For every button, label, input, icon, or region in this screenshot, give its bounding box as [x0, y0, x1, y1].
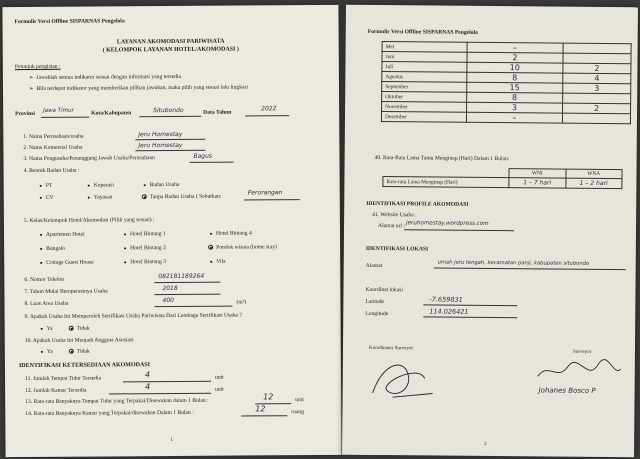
regency-value[interactable]: Situbondo — [153, 106, 184, 115]
profile-title: IDENTIFIKASI PROFILE AKOMODASI — [366, 200, 469, 208]
month-value-2[interactable] — [563, 113, 631, 124]
surveyor-signature — [533, 356, 623, 387]
q41-label: 41. Website Usaha : — [372, 211, 417, 219]
option-hotel-bintang-1[interactable]: Hotel Bintang 1 — [124, 231, 166, 238]
instructions-title: Petunjuk pengisian : — [14, 63, 61, 71]
month-value-2[interactable]: 2 — [563, 103, 631, 114]
month-name: Mei — [382, 42, 467, 53]
section-title: IDENTIFIKASI KETERSEDIAAN AKOMODASI — [18, 362, 150, 370]
option-vila[interactable]: Vila — [210, 259, 225, 266]
q7-label: 7. Tahun Mulai Beroperasinya Usaha — [24, 288, 108, 296]
month-name: Desember — [381, 112, 466, 123]
q7-value[interactable]: 2018 — [162, 284, 178, 293]
coordinator-label: Koordinator Surveyor — [368, 345, 414, 352]
q11-value[interactable]: 4 — [144, 370, 151, 380]
year-label: Data Tahun — [203, 109, 232, 116]
q9-no[interactable]: Tidak — [69, 326, 90, 333]
month-value-2[interactable] — [563, 43, 631, 54]
heading-main: LAYANAN AKOMODASI PARIWISATA — [116, 38, 225, 46]
wni-value[interactable]: 1 – 7 hari — [509, 178, 566, 188]
option-badan-usaha[interactable]: Badan Usaha — [144, 182, 180, 189]
q5-label: 5. Kelas/Kelompok Hotel/Akomodasi (Pilih yang sesuai) : — [23, 217, 155, 225]
year-value[interactable]: 2022 — [261, 105, 277, 113]
q14-label: 14. Rata-rata Banyaknya Kamar yang Terpakai/disewakan Dalam 1 Bulan : — [25, 409, 194, 418]
surveyor-name: Johanes Bosco P — [538, 386, 596, 395]
q8-value[interactable]: 400 — [162, 296, 174, 305]
month-value-2[interactable] — [563, 93, 631, 104]
q14-value[interactable]: 12 — [255, 404, 266, 414]
q14-unit: ruang — [291, 409, 305, 416]
month-value-2[interactable]: 4 — [563, 73, 631, 84]
q11-unit: unit — [215, 374, 224, 381]
q13-unit: unit — [295, 397, 304, 404]
month-value-1[interactable]: 3 — [466, 102, 563, 113]
regency-label: Kota/Kabupaten — [91, 110, 132, 117]
instruction-item: ➢ Jawablah semua indikator sesuai dengan informasi yang tersedia — [28, 73, 182, 81]
month-name: Juni — [382, 52, 467, 63]
lon-value[interactable]: 114.026421 — [429, 307, 469, 316]
location-title: IDENTIFIKASI LOKASI — [365, 245, 429, 253]
month-value-2[interactable]: 3 — [563, 83, 631, 94]
q11-label: 11. Jumlah Tempat Tidur Tersedia — [25, 375, 102, 383]
q12-unit: unit — [215, 386, 224, 393]
q12-label: 12. Jumlah Kamar Tersedia — [25, 387, 87, 395]
month-value-2[interactable]: 2 — [563, 63, 631, 74]
q40-label: 40. Rata-Rata Lama Tamu Menginap (Hari) Dalam 1 Bulan: — [374, 154, 510, 163]
option-hotel-bintang-2[interactable]: Hotel Bintang 2 — [124, 245, 166, 252]
right-page — [342, 5, 638, 458]
lat-label: Latitude — [365, 298, 385, 306]
url-value[interactable]: jeruhomestay.wordpress.com — [406, 220, 489, 227]
option-pt[interactable]: PT — [40, 183, 53, 190]
instruction-item: ➢ Bila terdapat indikator yang memberikan pilihan jawaban, maka pilih yang sesuai lalu lingkari — [28, 84, 248, 92]
wna-value[interactable]: 1 – 2 hari — [565, 179, 622, 189]
option-koperasi[interactable]: Koperasi — [88, 182, 114, 189]
option-yayasan[interactable]: Yayasan — [88, 194, 113, 201]
month-value-1[interactable]: – — [467, 42, 564, 53]
month-name: November — [382, 102, 467, 113]
heading-sub: ( KELOMPOK LAYANAN HOTEL/AKOMODASI ) — [102, 46, 239, 54]
form-title-right: Formulir Versi Offline SISPARNAS Pengelola — [367, 28, 478, 36]
url-label: Alamat url : — [378, 223, 406, 230]
lat-value[interactable]: -7.659831 — [429, 295, 463, 304]
option-hotel-bintang-4[interactable]: Hotel Bintang 4 — [210, 230, 252, 237]
form-title: Formulir Versi Offline SISPARNAS Pengelola — [14, 18, 125, 26]
option-cottage-guest-house[interactable]: Cottage Guest House — [40, 260, 94, 267]
q3-label: 3. Nama Pengusaha/Penanggung Jawab Usaha/Perusahaan — [23, 155, 155, 163]
q2-value[interactable]: Jeru Homestay — [138, 141, 183, 150]
province-label: Provinsi — [15, 110, 35, 118]
lon-label: Longitude — [365, 310, 389, 318]
q10-no[interactable]: Tidak — [69, 349, 90, 356]
province-value[interactable]: Jawa Timur — [43, 107, 74, 114]
q3-value[interactable]: Bagus — [193, 152, 213, 160]
q9-yes[interactable]: Ya — [41, 326, 53, 333]
q2-label: 2. Nama Komersial Usaha — [23, 144, 83, 152]
q13-label: 13. Rata-rata Banyaknya Tempat Tidur yang Terpakai/Disewakan dalam 1 Bulan : — [25, 397, 209, 406]
q4-label: 4. Bentuk Badan Usaha : — [23, 167, 80, 175]
col-wni: WNI — [509, 169, 566, 179]
month-row — [381, 112, 630, 124]
month-name: Oktober — [382, 92, 467, 103]
q8-label: 8. Luas Area Usaha — [24, 300, 69, 308]
month-name: September — [382, 82, 467, 93]
q1-label: 1. Nama Perusahaan/usaha — [23, 133, 84, 141]
month-value-1[interactable]: – — [466, 112, 563, 123]
q4-other-value[interactable]: Perorangan — [247, 189, 283, 197]
q1-value[interactable]: Jeru Homestay — [138, 130, 183, 139]
col-wna: WNA — [565, 169, 622, 179]
stay-row-label: Rata-rata Lama Menginap (Hari) — [383, 177, 509, 187]
option-hotel-bintang-3[interactable]: Hotel Bintang 3 — [124, 259, 166, 266]
month-value-1[interactable]: 10 — [467, 62, 564, 73]
coord-label: Koordinat lokasi — [365, 286, 403, 294]
month-value-2[interactable] — [563, 53, 631, 64]
q10-label: 10. Apakah Usaha Ini Menjadi Anggota Asosiasi — [24, 337, 134, 345]
q10-yes[interactable]: Ya — [41, 349, 53, 356]
address-value[interactable]: umah jeru tengah, kecamatan panji, kabupaten situbondo — [437, 259, 590, 267]
q6-label: 6. Nomor Telefon — [24, 276, 65, 284]
stay-length-table — [382, 167, 622, 189]
q9-label: 9. Apakah Usaha Ini Memperoleh Sertifikasi Usaha Pariwisata Dari Lembaga Sertifikasi Usaha ? — [24, 312, 242, 321]
option-cv[interactable]: CV — [40, 195, 54, 202]
q6-value[interactable]: 082181189264 — [158, 272, 205, 281]
coordinator-signature — [362, 353, 442, 404]
month-name: Agustus — [382, 72, 467, 83]
option-tanpa-badan-usaha[interactable]: Tanpa Badan Usaha ( Sebutkan: — [142, 194, 222, 202]
q12-value[interactable]: 4 — [145, 382, 151, 392]
address-label: Alamat — [365, 262, 383, 270]
month-name: Juli — [382, 62, 467, 73]
page-number-right: 2 — [484, 441, 487, 447]
month-value-1[interactable]: 8 — [466, 72, 563, 83]
q8-unit: (m²) — [236, 299, 247, 306]
monthly-guests-table — [381, 41, 632, 124]
surveyor-label: Surveyor — [572, 349, 592, 355]
option-apartemen-hotel[interactable]: Apartemen Hotel — [40, 232, 85, 239]
page-number: 1 — [170, 437, 173, 444]
left-page — [2, 5, 341, 457]
q13-value[interactable]: 12 — [263, 392, 274, 402]
month-value-1[interactable]: 8 — [466, 92, 563, 103]
month-value-1[interactable]: 2 — [467, 52, 564, 63]
option-bungalo[interactable]: Bungalo — [40, 246, 65, 253]
option-pondok-wisata[interactable]: Pondok wisata (home stay) — [208, 244, 277, 251]
month-value-1[interactable]: 15 — [466, 82, 563, 93]
